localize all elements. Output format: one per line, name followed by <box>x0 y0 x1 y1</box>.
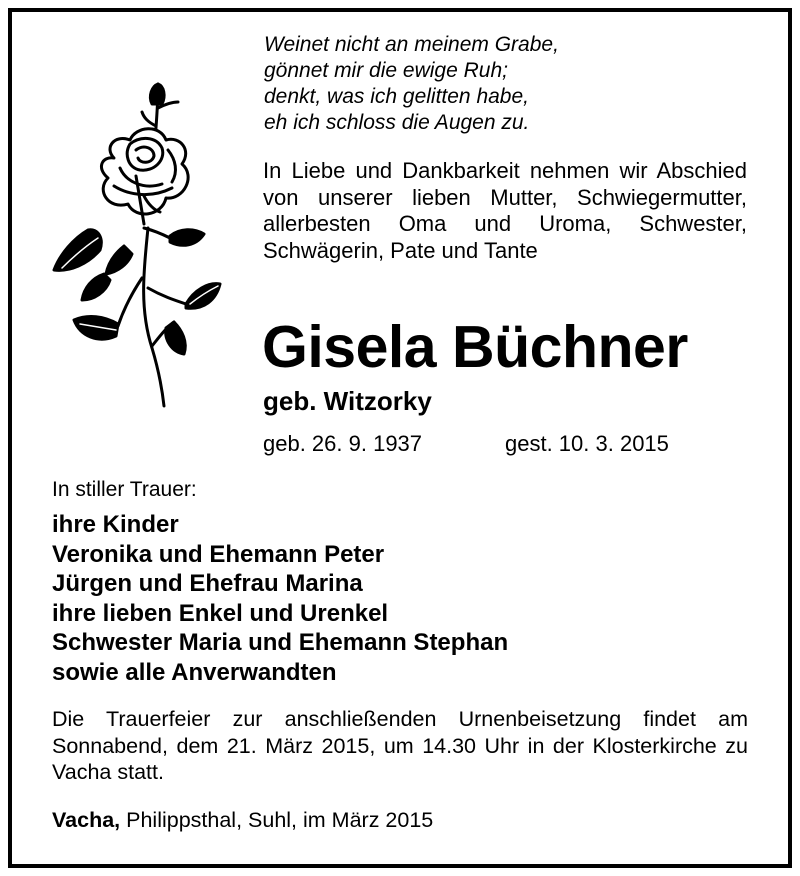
death-date: gest. 10. 3. 2015 <box>505 431 669 456</box>
mourner-line: Schwester Maria und Ehemann Stephan <box>52 629 509 656</box>
mourner-line: Jürgen und Ehefrau Marina <box>52 570 363 597</box>
service-text: Die Trauerfeier zur anschließenden Urnenbeisetzung findet am Sonnabend, dem 21. März 2015, um 14.30 Uhr in der Klosterkirche zu Vacha statt. <box>52 707 748 784</box>
mourner-line: Veronika und Ehemann Peter <box>52 540 385 568</box>
place-and-date <box>52 806 433 834</box>
place-main: Vacha, <box>52 808 121 832</box>
poem-line: gönnet mir die ewige Ruh; <box>264 59 508 82</box>
mourners-list <box>52 510 508 687</box>
poem-line: Weinet nicht an meinem Grabe, <box>264 33 559 56</box>
mourner-line: sowie alle Anverwandten <box>52 658 337 686</box>
rose-icon <box>44 78 224 410</box>
deceased-name: Gisela Büchner <box>262 314 688 380</box>
mourning-label: In stiller Trauer: <box>52 478 197 501</box>
place-rest: Philippsthal, Suhl, im März 2015 <box>126 808 434 832</box>
intro-text: In Liebe und Dankbarkeit nehmen wir Abschied von unserer lieben Mutter, Schwiegermutter, allerbesten Oma und Uroma, Schwester, Schwägerin, Pate und Tante <box>263 158 747 263</box>
mourner-line: ihre lieben Enkel und Urenkel <box>52 599 389 627</box>
birth-date: geb. 26. 9. 1937 <box>263 431 423 456</box>
poem-line: eh ich schloss die Augen zu. <box>264 111 530 134</box>
poem <box>264 32 559 136</box>
mourner-line: ihre Kinder <box>52 511 179 538</box>
poem-line: denkt, was ich gelitten habe, <box>264 85 530 108</box>
maiden-name: geb. Witzorky <box>263 386 432 416</box>
